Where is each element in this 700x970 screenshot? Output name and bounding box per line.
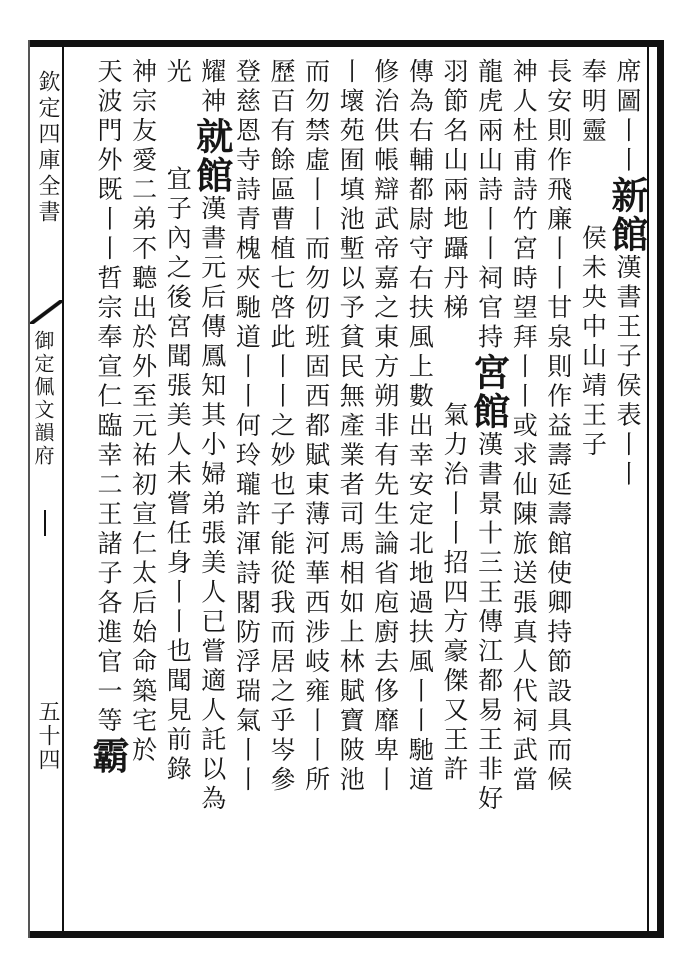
right-border [657,40,664,938]
margin-volume-title: 御定佩文韻府 [31,330,55,468]
annotation-text: 長安則作飛廉丨丨甘泉則作益壽延壽館使卿持節設具而候 [543,58,573,796]
annotation-text: 傳為右輔都尉守右扶風上數出幸安定北地過扶風丨丨馳道 [405,58,435,796]
annotation-text: 氣力治丨丨招四方豪傑又王許 [440,401,469,785]
annotation-text: 漢書景十三王傳江都易王非好 [474,431,504,815]
bottom-border [28,931,664,938]
annotation-text: 奉明靈 [578,58,608,147]
annotation-text: 登慈恩寺詩青槐夾馳道丨丨何玲瓏許渾詩閣防浮瑞氣丨丨 [232,58,262,796]
text-column [366,58,404,928]
annotation-text: 歷百有餘區曹植七啓此丨丨之妙也子能從我而居之乎岑參 [267,58,296,796]
annotation-text: 侯未央中山靖王子 [578,224,608,461]
headword: 新館 [605,176,649,254]
text-column [504,58,542,928]
text-column [573,58,611,928]
text-column [124,58,162,928]
text-column [86,58,130,928]
headword: 霸 [86,736,130,776]
annotation-text: 而勿禁虛丨丨而勿仞班固西都賦東薄河華西涉岐雍丨丨所 [301,58,331,796]
annotation-text: 席圖丨丨 [613,58,642,176]
annotation-text: 宜子內之後宮聞張美人未嘗任身丨丨也聞見前錄 [163,165,193,785]
annotation-text: 龍虎兩山詩丨丨祠官持 [474,58,504,353]
text-column [400,58,438,928]
text-column [466,58,511,928]
annotation-text: 丨壞苑囿填池塹以予貧民無產業者司馬相如上林賦寶陂池 [336,58,366,796]
text-column [435,58,473,928]
margin-dash [44,510,46,536]
headword: 宮館 [466,353,511,431]
text-column [158,58,196,928]
annotation-text: 天波門外既丨丨哲宗奉宣仁臨幸二王諸子各進官一等 [94,58,123,737]
page-edge [28,40,30,938]
annotation-text: 神宗友愛二弟不聽出於外至元祐初宣仁太后始命築宅於 [128,58,158,766]
fishtail-mark-icon [30,300,62,324]
annotation-text: 光 [163,58,193,88]
margin-page-number: 五十四 [35,700,60,772]
text-column [262,58,300,928]
inner-left-rule [62,46,64,932]
annotation-text: 羽節名山兩地躡丹梯 [440,58,469,324]
annotation-text: 漢書王子侯表丨丨 [613,254,642,490]
text-column [297,58,335,928]
headword: 就館 [189,117,234,195]
text-column [331,58,369,928]
text-column [605,58,649,928]
margin-book-title: 欽定四庫全書 [35,70,60,226]
annotation-text: 修治供帳辯武帝嘉之東方朔非有先生論省庖廚去侈靡卑丨 [370,58,400,796]
text-column [189,58,234,928]
annotation-text: 耀神 [197,58,227,117]
annotation-text: 漢書元后傳鳳知其小婦弟張美人已嘗適人託以為 [197,195,227,815]
top-border [28,40,664,47]
annotation-text: 神人杜甫詩竹宮時望拜丨丨或求仙陳旅送張真人代祠武當 [509,58,539,796]
text-column [539,58,577,928]
